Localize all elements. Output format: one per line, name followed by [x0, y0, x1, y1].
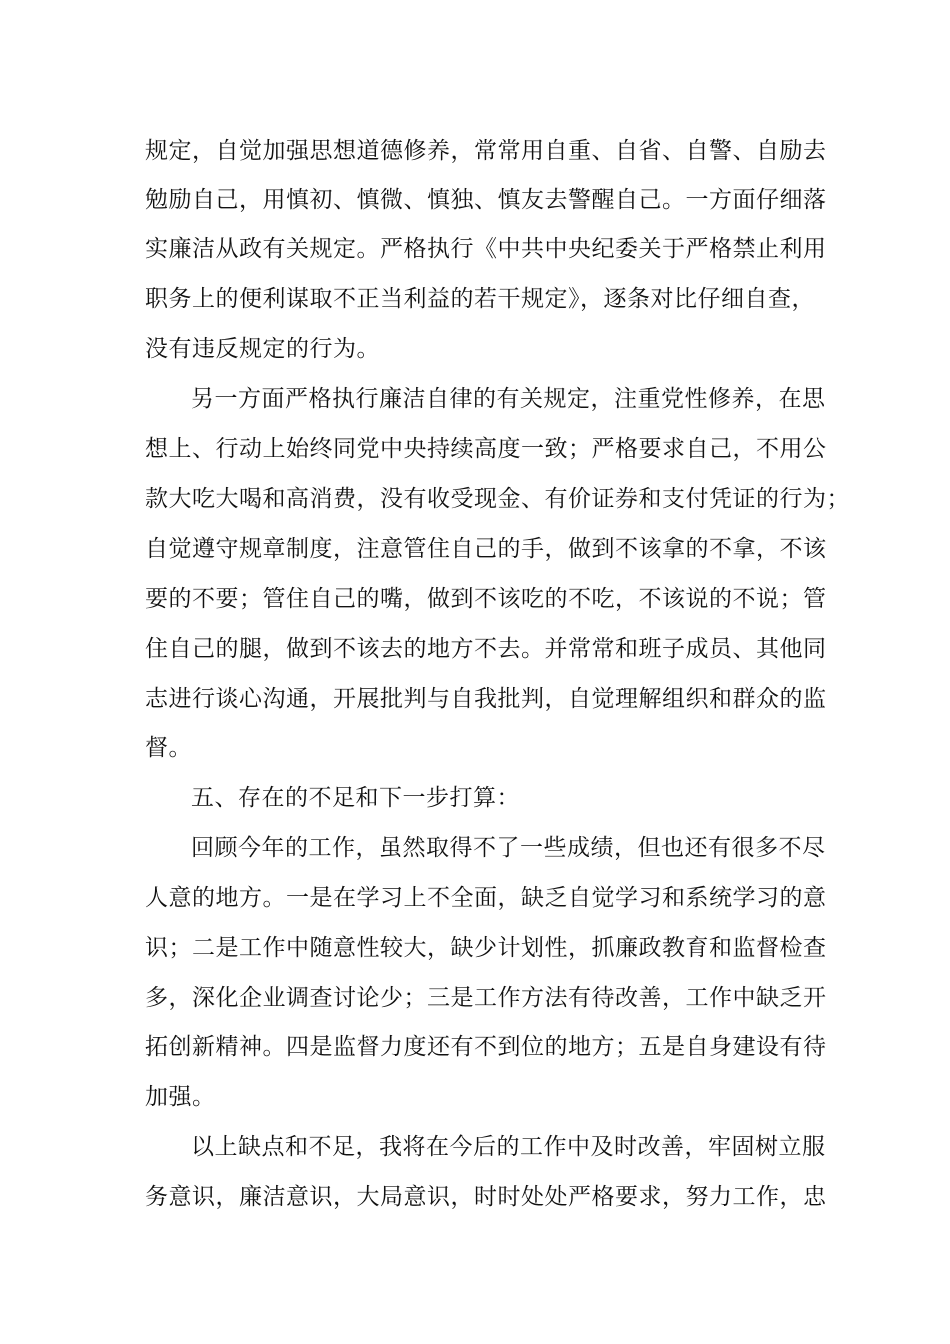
text-line: 拓创新精神。四是监督力度还有不到位的地方；五是自身建设有待 — [145, 1034, 827, 1060]
paragraph-start-line: 回顾今年的工作，虽然取得不了一些成绩，但也还有很多不尽 — [191, 835, 826, 861]
text-line: 多，深化企业调查讨论少；三是工作方法有待改善，工作中缺乏开 — [145, 985, 827, 1011]
text-line: 志进行谈心沟通，开展批判与自我批判，自觉理解组织和群众的监 — [145, 686, 827, 712]
text-line: 实廉洁从政有关规定。严格执行《中共中央纪委关于严格禁止利用 — [145, 236, 827, 262]
text-line: 人意的地方。一是在学习上不全面，缺乏自觉学习和系统学习的意 — [145, 885, 827, 911]
text-line: 住自己的腿，做到不该去的地方不去。并常常和班子成员、其他同 — [145, 636, 827, 662]
text-line: 款大吃大喝和高消费，没有收受现金、有价证券和支付凭证的行为； — [145, 486, 850, 512]
text-line: 加强。 — [145, 1084, 216, 1110]
paragraph-start-line: 以上缺点和不足，我将在今后的工作中及时改善，牢固树立服 — [191, 1134, 826, 1160]
text-line: 想上、行动上始终同党中央持续高度一致；严格要求自己，不用公 — [145, 436, 827, 462]
section-heading: 五、存在的不足和下一步打算： — [191, 785, 520, 811]
text-line: 勉励自己，用慎初、慎微、慎独、慎友去警醒自己。一方面仔细落 — [145, 187, 827, 213]
paragraph-start-line: 另一方面严格执行廉洁自律的有关规定，注重党性修养，在思 — [191, 386, 826, 412]
text-line: 规定，自觉加强思想道德修养，常常用自重、自省、自警、自励去 — [145, 138, 827, 164]
text-line: 务意识，廉洁意识，大局意识，时时处处严格要求，努力工作，忠 — [145, 1184, 827, 1210]
text-line: 自觉遵守规章制度，注意管住自己的手，做到不该拿的不拿，不该 — [145, 536, 827, 562]
text-line: 识；二是工作中随意性较大，缺少计划性，抓廉政教育和监督检查 — [145, 935, 827, 961]
text-line: 职务上的便利谋取不正当利益的若干规定》，逐条对比仔细自查， — [145, 286, 815, 312]
text-line: 要的不要；管住自己的嘴，做到不该吃的不吃，不该说的不说；管 — [145, 586, 827, 612]
text-line: 没有违反规定的行为。 — [145, 336, 380, 362]
text-line: 督。 — [145, 735, 192, 761]
